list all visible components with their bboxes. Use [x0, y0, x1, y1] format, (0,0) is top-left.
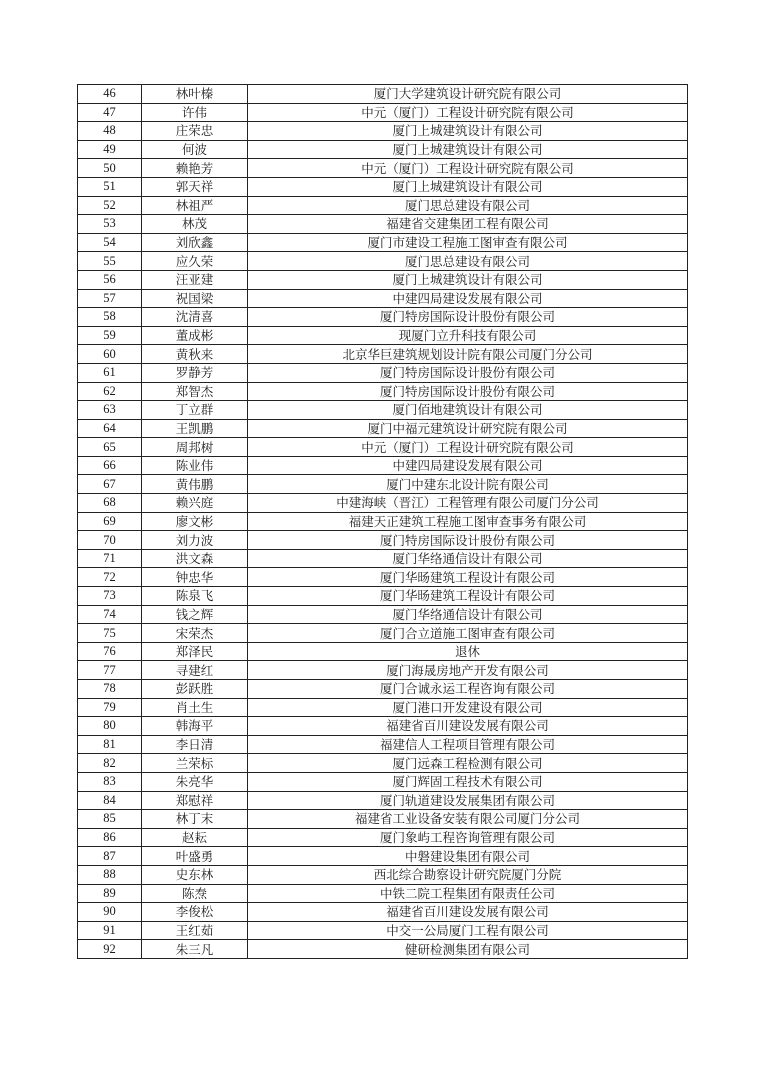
row-number: 76	[78, 642, 142, 661]
row-number: 52	[78, 196, 142, 215]
table-row	[78, 233, 688, 252]
table-row	[78, 717, 688, 736]
person-name: 兰荣标	[142, 754, 248, 773]
row-number: 84	[78, 791, 142, 810]
row-number: 48	[78, 122, 142, 141]
table-row	[78, 401, 688, 420]
row-number: 66	[78, 456, 142, 475]
person-name: 韩海平	[142, 717, 248, 736]
table-row	[78, 215, 688, 234]
row-number: 57	[78, 289, 142, 308]
company-name: 福建省百川建设发展有限公司	[248, 903, 688, 922]
table-row	[78, 475, 688, 494]
company-name: 厦门思总建设有限公司	[248, 252, 688, 271]
company-name: 中交一公局厦门工程有限公司	[248, 921, 688, 940]
row-number: 60	[78, 345, 142, 364]
company-name: 厦门中建东北设计院有限公司	[248, 475, 688, 494]
row-number: 83	[78, 772, 142, 791]
row-number: 73	[78, 587, 142, 606]
company-name: 中元（厦门）工程设计研究院有限公司	[248, 103, 688, 122]
row-number: 89	[78, 884, 142, 903]
person-name: 黄秋来	[142, 345, 248, 364]
company-name: 厦门合立道施工图审查有限公司	[248, 624, 688, 643]
company-name: 厦门合诚永运工程咨询有限公司	[248, 680, 688, 699]
row-number: 51	[78, 177, 142, 196]
row-number: 82	[78, 754, 142, 773]
row-number: 75	[78, 624, 142, 643]
table-row	[78, 698, 688, 717]
table-row	[78, 140, 688, 159]
table-row	[78, 884, 688, 903]
person-name: 赖艳芳	[142, 159, 248, 178]
table-row	[78, 624, 688, 643]
company-name: 福建省交建集团工程有限公司	[248, 215, 688, 234]
company-name: 退休	[248, 642, 688, 661]
row-number: 63	[78, 401, 142, 420]
table-row	[78, 494, 688, 513]
company-name: 中磐建设集团有限公司	[248, 847, 688, 866]
row-number: 91	[78, 921, 142, 940]
person-name: 黄伟鹏	[142, 475, 248, 494]
row-number: 72	[78, 568, 142, 587]
row-number: 58	[78, 308, 142, 327]
person-name: 陈泉飞	[142, 587, 248, 606]
company-name: 厦门上城建筑设计有限公司	[248, 177, 688, 196]
table-row	[78, 419, 688, 438]
company-name: 福建省百川建设发展有限公司	[248, 717, 688, 736]
company-name: 厦门上城建筑设计有限公司	[248, 270, 688, 289]
row-number: 81	[78, 735, 142, 754]
company-name: 中铁二院工程集团有限责任公司	[248, 884, 688, 903]
company-name: 厦门特房国际设计股份有限公司	[248, 382, 688, 401]
person-name: 朱亮华	[142, 772, 248, 791]
company-name: 福建信人工程项目管理有限公司	[248, 735, 688, 754]
row-number: 87	[78, 847, 142, 866]
table-row	[78, 921, 688, 940]
company-name: 厦门远森工程检测有限公司	[248, 754, 688, 773]
company-name: 厦门华旸建筑工程设计有限公司	[248, 587, 688, 606]
row-number: 92	[78, 940, 142, 959]
person-name: 彭跃胜	[142, 680, 248, 699]
company-name: 厦门特房国际设计股份有限公司	[248, 531, 688, 550]
row-number: 69	[78, 512, 142, 531]
table-row	[78, 587, 688, 606]
person-name: 丁立群	[142, 401, 248, 420]
person-name: 罗静芳	[142, 363, 248, 382]
person-name: 沈清喜	[142, 308, 248, 327]
row-number: 47	[78, 103, 142, 122]
table-row	[78, 735, 688, 754]
company-name: 厦门华络通信设计有限公司	[248, 605, 688, 624]
company-name: 厦门海晟房地产开发有限公司	[248, 661, 688, 680]
table-row	[78, 549, 688, 568]
row-number: 56	[78, 270, 142, 289]
person-name: 刘力波	[142, 531, 248, 550]
person-name: 史东林	[142, 865, 248, 884]
table-row	[78, 438, 688, 457]
person-name: 何波	[142, 140, 248, 159]
company-name: 福建省工业设备安装有限公司厦门分公司	[248, 810, 688, 829]
company-name: 北京华巨建筑规划设计院有限公司厦门分公司	[248, 345, 688, 364]
table-row	[78, 159, 688, 178]
table-row	[78, 122, 688, 141]
table-row	[78, 754, 688, 773]
table-row	[78, 85, 688, 104]
row-number: 71	[78, 549, 142, 568]
company-name: 厦门大学建筑设计研究院有限公司	[248, 85, 688, 104]
person-name: 寻建红	[142, 661, 248, 680]
table-row	[78, 270, 688, 289]
table-row	[78, 847, 688, 866]
person-name: 钱之辉	[142, 605, 248, 624]
person-name: 肖土生	[142, 698, 248, 717]
person-name: 宋荣杰	[142, 624, 248, 643]
table-row	[78, 289, 688, 308]
company-name: 厦门象屿工程咨询管理有限公司	[248, 828, 688, 847]
table-row	[78, 363, 688, 382]
row-number: 49	[78, 140, 142, 159]
person-name: 朱三凡	[142, 940, 248, 959]
table-row	[78, 791, 688, 810]
person-name: 刘欣鑫	[142, 233, 248, 252]
row-number: 80	[78, 717, 142, 736]
company-name: 中建四局建设发展有限公司	[248, 289, 688, 308]
table-row	[78, 605, 688, 624]
table-row	[78, 103, 688, 122]
person-name: 董成彬	[142, 326, 248, 345]
person-name: 王红茹	[142, 921, 248, 940]
row-number: 55	[78, 252, 142, 271]
person-name: 许伟	[142, 103, 248, 122]
person-name: 廖文彬	[142, 512, 248, 531]
row-number: 61	[78, 363, 142, 382]
row-number: 67	[78, 475, 142, 494]
person-name: 郭天祥	[142, 177, 248, 196]
company-name: 厦门港口开发建设有限公司	[248, 698, 688, 717]
table-row	[78, 828, 688, 847]
company-name: 现厦门立升科技有限公司	[248, 326, 688, 345]
person-name: 庄荣忠	[142, 122, 248, 141]
table-row	[78, 382, 688, 401]
roster-table	[77, 84, 688, 959]
table-row	[78, 512, 688, 531]
row-number: 54	[78, 233, 142, 252]
table-row	[78, 456, 688, 475]
person-name: 陈业伟	[142, 456, 248, 475]
company-name: 福建天正建筑工程施工图审查事务有限公司	[248, 512, 688, 531]
company-name: 健研检测集团有限公司	[248, 940, 688, 959]
row-number: 64	[78, 419, 142, 438]
row-number: 74	[78, 605, 142, 624]
table-row	[78, 642, 688, 661]
row-number: 50	[78, 159, 142, 178]
company-name: 厦门轨道建设发展集团有限公司	[248, 791, 688, 810]
row-number: 85	[78, 810, 142, 829]
company-name: 厦门辉固工程技术有限公司	[248, 772, 688, 791]
company-name: 厦门上城建筑设计有限公司	[248, 122, 688, 141]
company-name: 厦门思总建设有限公司	[248, 196, 688, 215]
company-name: 中元（厦门）工程设计研究院有限公司	[248, 438, 688, 457]
row-number: 77	[78, 661, 142, 680]
company-name: 中建海峡（晋江）工程管理有限公司厦门分公司	[248, 494, 688, 513]
row-number: 86	[78, 828, 142, 847]
person-name: 洪文森	[142, 549, 248, 568]
row-number: 46	[78, 85, 142, 104]
table-row	[78, 568, 688, 587]
table-row	[78, 177, 688, 196]
row-number: 65	[78, 438, 142, 457]
table-row	[78, 810, 688, 829]
person-name: 赵耘	[142, 828, 248, 847]
row-number: 70	[78, 531, 142, 550]
table-row	[78, 252, 688, 271]
person-name: 祝国梁	[142, 289, 248, 308]
row-number: 78	[78, 680, 142, 699]
table-row	[78, 903, 688, 922]
person-name: 林祖严	[142, 196, 248, 215]
company-name: 厦门上城建筑设计有限公司	[248, 140, 688, 159]
person-name: 郑慰祥	[142, 791, 248, 810]
row-number: 79	[78, 698, 142, 717]
row-number: 88	[78, 865, 142, 884]
person-name: 郑智杰	[142, 382, 248, 401]
company-name: 厦门中福元建筑设计研究院有限公司	[248, 419, 688, 438]
table-row	[78, 326, 688, 345]
person-name: 钟忠华	[142, 568, 248, 587]
row-number: 53	[78, 215, 142, 234]
person-name: 李俊松	[142, 903, 248, 922]
company-name: 中建四局建设发展有限公司	[248, 456, 688, 475]
row-number: 90	[78, 903, 142, 922]
company-name: 厦门佰地建筑设计有限公司	[248, 401, 688, 420]
table-row	[78, 680, 688, 699]
table-row	[78, 865, 688, 884]
person-name: 应久荣	[142, 252, 248, 271]
person-name: 林叶榛	[142, 85, 248, 104]
person-name: 周邦树	[142, 438, 248, 457]
table-row	[78, 531, 688, 550]
company-name: 厦门特房国际设计股份有限公司	[248, 363, 688, 382]
person-name: 王凯鹏	[142, 419, 248, 438]
person-name: 林茂	[142, 215, 248, 234]
table-row	[78, 308, 688, 327]
company-name: 中元（厦门）工程设计研究院有限公司	[248, 159, 688, 178]
person-name: 叶盛勇	[142, 847, 248, 866]
person-name: 林丁末	[142, 810, 248, 829]
person-name: 李日清	[142, 735, 248, 754]
company-name: 厦门华络通信设计有限公司	[248, 549, 688, 568]
company-name: 厦门特房国际设计股份有限公司	[248, 308, 688, 327]
table-row	[78, 772, 688, 791]
table-row	[78, 345, 688, 364]
row-number: 62	[78, 382, 142, 401]
company-name: 厦门市建设工程施工图审查有限公司	[248, 233, 688, 252]
row-number: 59	[78, 326, 142, 345]
person-name: 赖兴庭	[142, 494, 248, 513]
table-row	[78, 940, 688, 959]
row-number: 68	[78, 494, 142, 513]
person-name: 陈焘	[142, 884, 248, 903]
table-row	[78, 661, 688, 680]
table-row	[78, 196, 688, 215]
company-name: 厦门华旸建筑工程设计有限公司	[248, 568, 688, 587]
person-name: 郑泽民	[142, 642, 248, 661]
roster-body	[78, 85, 688, 959]
company-name: 西北综合勘察设计研究院厦门分院	[248, 865, 688, 884]
person-name: 汪亚建	[142, 270, 248, 289]
